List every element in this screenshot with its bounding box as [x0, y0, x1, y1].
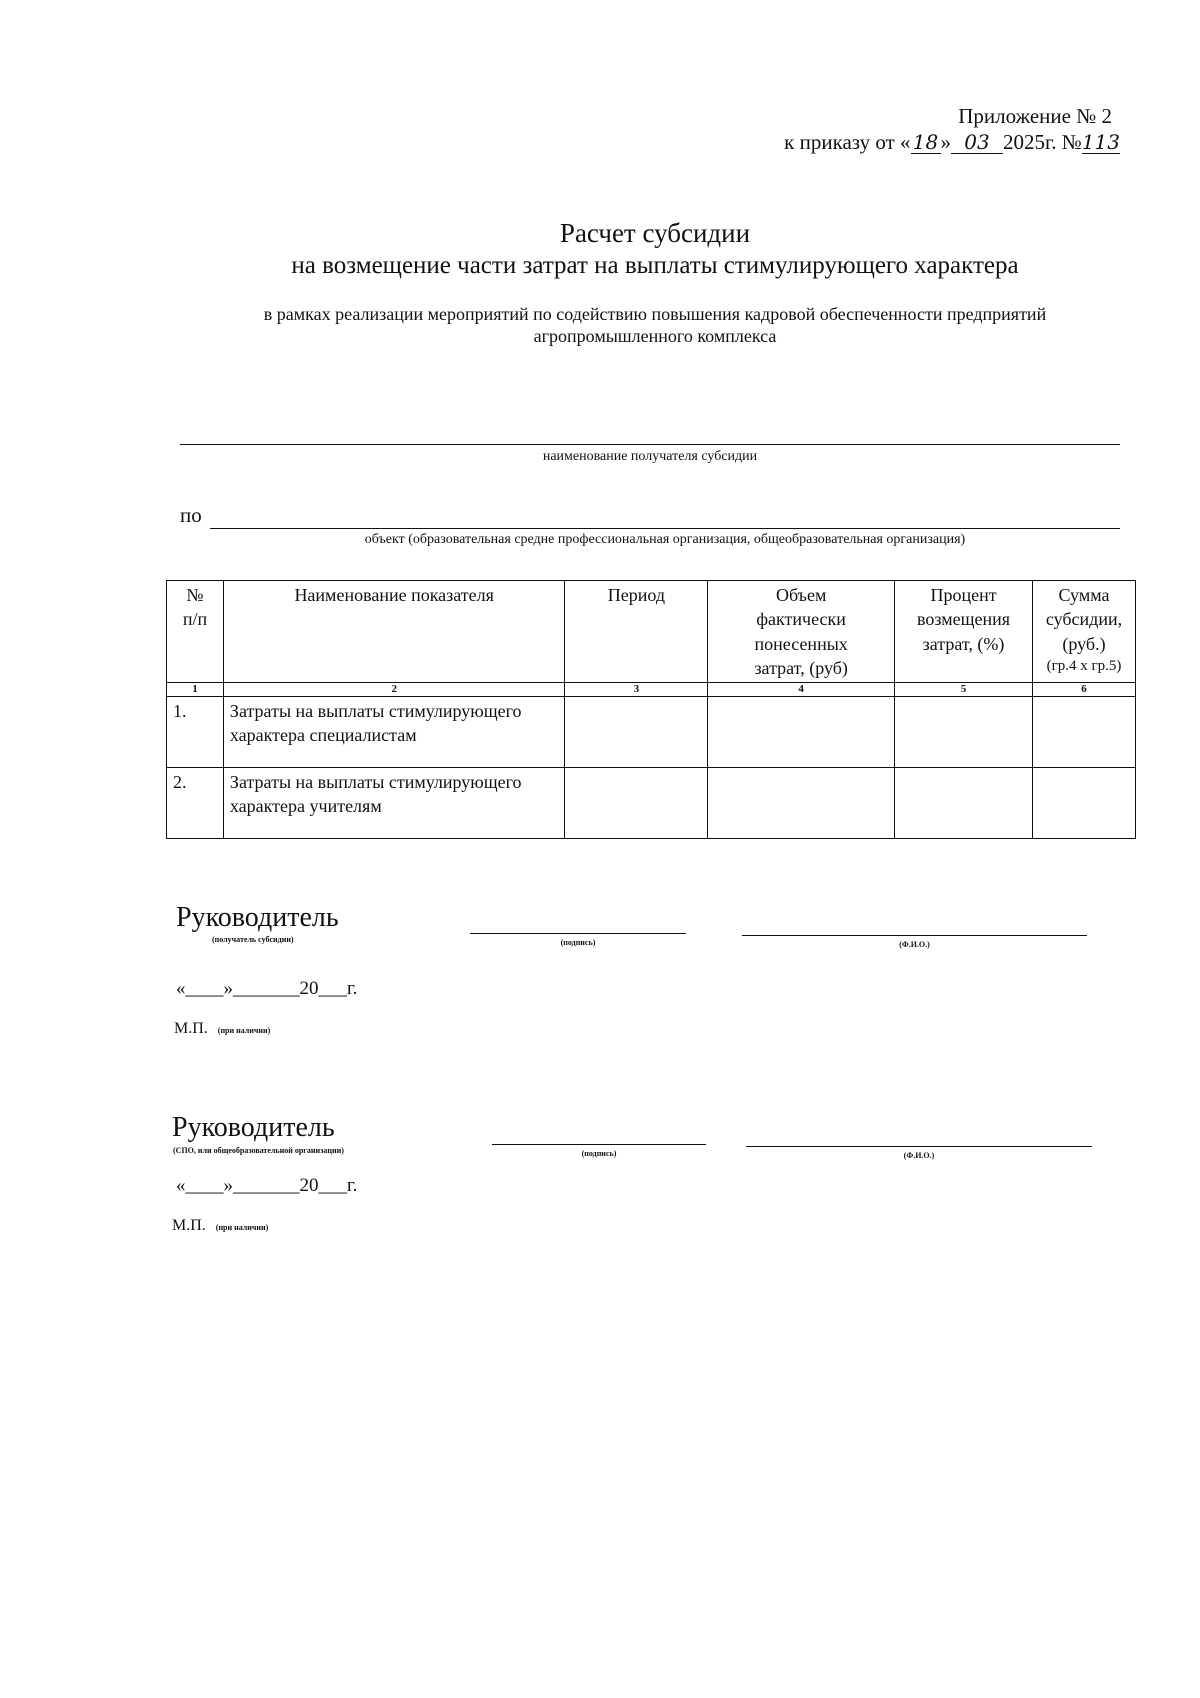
order-month: 03 — [951, 131, 1003, 154]
order-prefix: к приказу от « — [784, 130, 911, 154]
order-reference — [784, 130, 1120, 155]
signature2-sign-field[interactable] — [492, 1144, 706, 1145]
signature2-sign-caption: (подпись) — [581, 1149, 617, 1158]
table-header-row — [167, 581, 1136, 683]
col-number: 4 — [708, 683, 895, 697]
subsidy-table — [166, 580, 1136, 839]
row-indicator-name: Затраты на выплаты стимулирующего характера специалистам — [223, 697, 565, 768]
signature1-fio-caption: (Ф.И.О.) — [899, 940, 930, 949]
signature2-fio-caption: (Ф.И.О.) — [903, 1151, 935, 1160]
column-number-row — [167, 683, 1136, 697]
row-period-cell[interactable] — [565, 768, 708, 839]
col-number: 1 — [167, 683, 224, 697]
doc-subtitle-line2: агропромышленного комплекса — [533, 326, 777, 346]
header-subsidy-sum-text: Сумма субсидии, (руб.) — [1045, 585, 1123, 654]
row-cost-cell[interactable] — [708, 697, 895, 768]
signature2-stamp-label: М.П. — [172, 1217, 206, 1234]
col-number: 2 — [223, 683, 565, 697]
col-number: 5 — [895, 683, 1033, 697]
table-row — [167, 768, 1136, 839]
signature1-stamp — [174, 1020, 270, 1038]
header-subsidy-formula: (гр.4 х гр.5) — [1046, 657, 1122, 674]
col-number: 3 — [565, 683, 708, 697]
table-row — [167, 697, 1136, 768]
signature1-role: (получатель субсидии) — [212, 935, 294, 944]
signature1-sign-field[interactable] — [470, 933, 686, 934]
object-field[interactable] — [210, 528, 1120, 529]
doc-title-line1: Расчет субсидии — [559, 218, 751, 248]
row-percent-cell[interactable] — [895, 697, 1033, 768]
recipient-caption: наименование получателя субсидии — [542, 449, 758, 464]
order-year: 2025г. № — [1003, 130, 1082, 154]
row-number: 1. — [167, 697, 224, 768]
row-period-cell[interactable] — [565, 697, 708, 768]
signature1-title: Руководитель — [176, 902, 339, 933]
header-subsidy-sum — [1032, 581, 1135, 683]
col-number: 6 — [1032, 683, 1135, 697]
header-number: № п/п — [167, 581, 224, 683]
header-cost-volume: Объем фактически понесенных затрат, (руб) — [708, 581, 895, 683]
row-indicator-name: Затраты на выплаты стимулирующего характера учителям — [223, 768, 565, 839]
doc-title-line2: на возмещение части затрат на выплаты стимулирующего характера — [291, 252, 1019, 279]
signature2-stamp-note: (при наличии) — [215, 1223, 269, 1232]
order-day: 18 — [911, 131, 941, 154]
header-indicator: Наименование показателя — [223, 581, 565, 683]
object-prefix: по — [180, 503, 202, 527]
appendix-label: Приложение № 2 — [958, 104, 1112, 128]
signature1-fio-field[interactable] — [742, 935, 1087, 936]
row-number: 2. — [167, 768, 224, 839]
row-percent-cell[interactable] — [895, 768, 1033, 839]
order-number: 113 — [1081, 130, 1120, 154]
header-period: Период — [565, 581, 708, 683]
signature2-role: (СПО, или общеобразовательной организации) — [173, 1146, 344, 1155]
order-mid: » — [940, 130, 952, 154]
signature1-stamp-label: М.П. — [174, 1020, 208, 1037]
row-cost-cell[interactable] — [708, 768, 895, 839]
signature1-stamp-note: (при наличии) — [217, 1026, 271, 1035]
signature2-date: «____»_______20___г. — [176, 1175, 358, 1196]
signature2-stamp — [172, 1217, 268, 1235]
recipient-field[interactable] — [180, 444, 1120, 445]
signature1-date: «____»_______20___г. — [176, 978, 358, 999]
row-sum-cell[interactable] — [1032, 768, 1135, 839]
signature2-title: Руководитель — [172, 1112, 335, 1143]
object-caption: объект (образовательная средне профессиональная организация, общеобразовательная организация) — [364, 532, 966, 547]
signature2-fio-field[interactable] — [746, 1146, 1092, 1147]
signature1-sign-caption: (подпись) — [560, 938, 596, 947]
header-percent: Процент возмещения затрат, (%) — [895, 581, 1033, 683]
doc-subtitle-line1: в рамках реализации мероприятий по содействию повышения кадровой обеспеченности предприятий — [263, 304, 1047, 324]
row-sum-cell[interactable] — [1032, 697, 1135, 768]
